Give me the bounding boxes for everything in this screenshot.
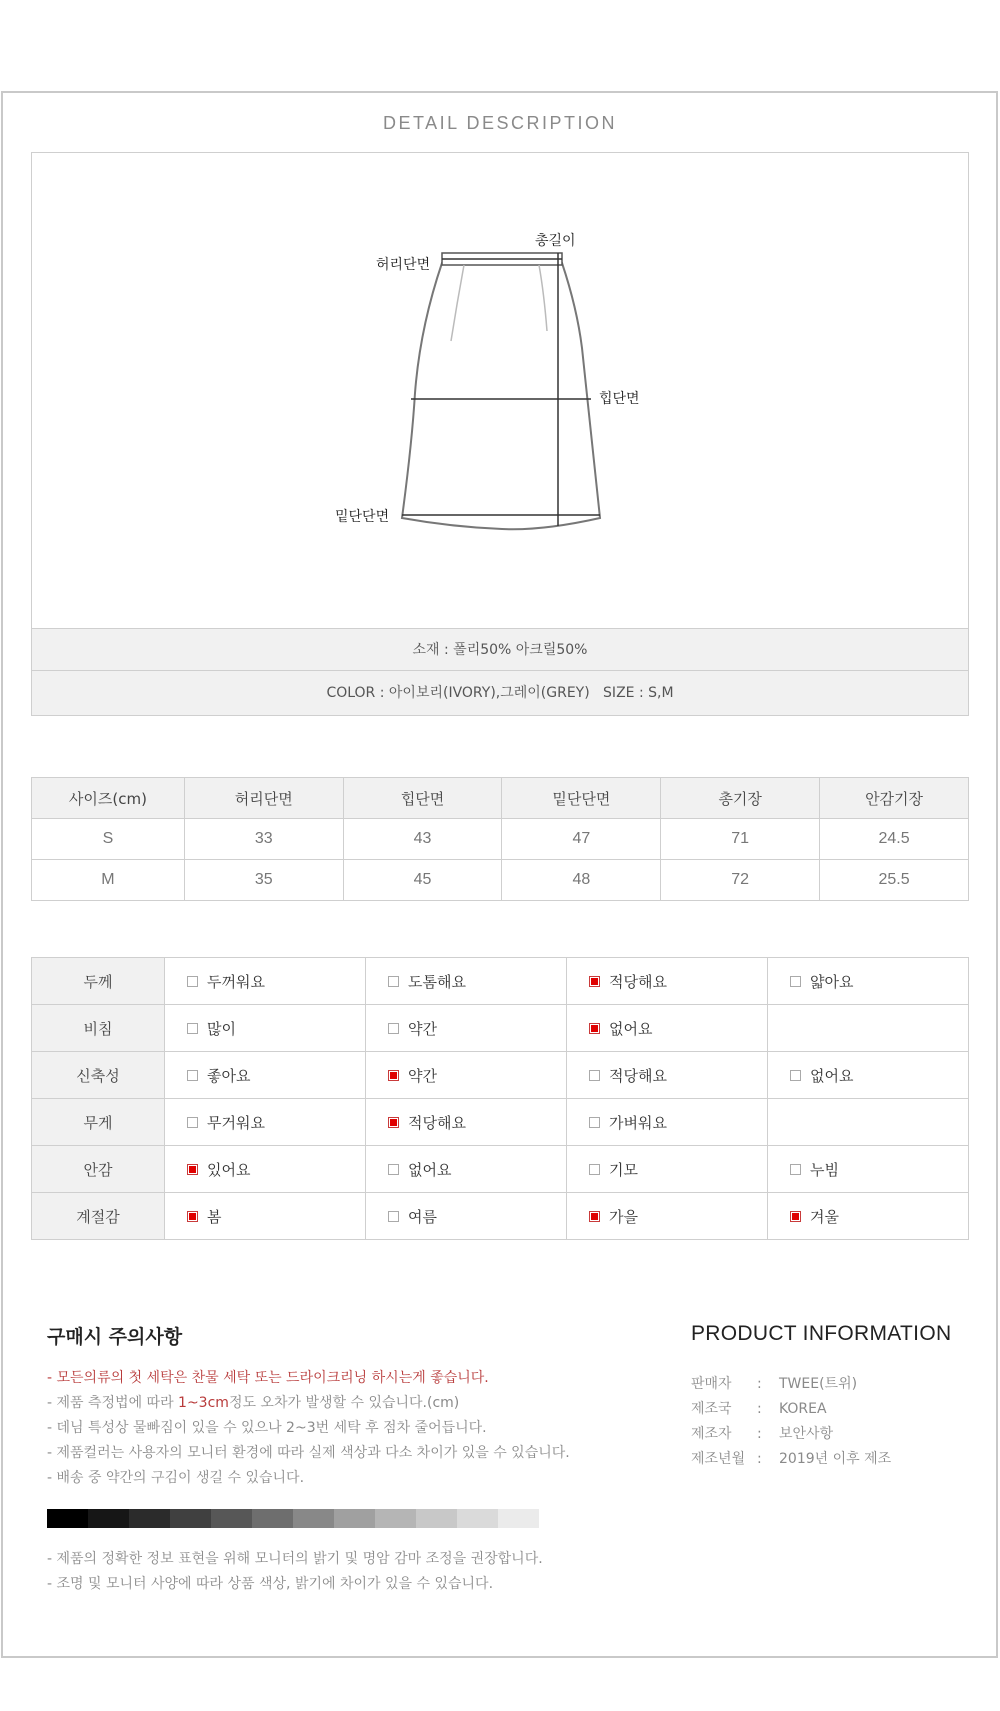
size-cell: 43 <box>343 819 502 860</box>
feel-option <box>165 1052 366 1099</box>
notice-highlight: 1~3cm <box>178 1395 229 1411</box>
size-cell: 24.5 <box>820 819 969 860</box>
feel-option <box>567 1193 768 1240</box>
product-info-row <box>691 1447 891 1472</box>
notice-line: - 제품의 정확한 정보 표현을 위해 모니터의 밝기 및 명암 감마 조정을 권장합니다. <box>47 1551 543 1567</box>
feel-option <box>567 1052 768 1099</box>
feel-option <box>768 1099 969 1146</box>
unchecked-checkbox-icon <box>388 1164 399 1175</box>
unchecked-checkbox-icon <box>589 1070 600 1081</box>
feel-option <box>366 1146 567 1193</box>
skirt-outline <box>402 263 600 529</box>
checked-checkbox-icon <box>589 976 600 987</box>
notice-line: - 데님 특성상 물빠짐이 있을 수 있으나 2~3번 세탁 후 점차 줄어듭니다. <box>47 1420 487 1436</box>
feel-option-label: 누빔 <box>810 1160 839 1179</box>
feel-option-label: 좋아요 <box>207 1066 251 1085</box>
unchecked-checkbox-icon <box>388 976 399 987</box>
feel-option <box>366 1005 567 1052</box>
feel-option-label: 적당해요 <box>609 1066 667 1085</box>
size-header-cell: 밑단단면 <box>502 778 661 819</box>
checked-checkbox-icon <box>388 1070 399 1081</box>
gray-swatch <box>334 1509 375 1528</box>
label-hem: 밑단단면 <box>335 509 390 525</box>
feel-option-label: 적당해요 <box>408 1113 466 1132</box>
size-table <box>31 777 969 901</box>
table-row <box>32 819 969 860</box>
product-info-key: 제조국 <box>691 1401 732 1417</box>
product-info-key: 제조자 <box>691 1426 732 1442</box>
gray-swatch <box>375 1509 416 1528</box>
checked-checkbox-icon <box>790 1211 801 1222</box>
gray-swatch <box>252 1509 293 1528</box>
size-header-cell: 안감기장 <box>820 778 969 819</box>
feel-option <box>366 1052 567 1099</box>
gray-swatch <box>457 1509 498 1528</box>
product-info-colon: : <box>757 1376 762 1392</box>
feel-option-label: 많이 <box>207 1019 236 1038</box>
product-info-row <box>691 1397 891 1422</box>
feel-option-label: 없어요 <box>408 1160 452 1179</box>
feel-option <box>567 1146 768 1193</box>
feel-option <box>165 1193 366 1240</box>
feel-option <box>165 1099 366 1146</box>
feel-row <box>32 1005 969 1052</box>
notice-text: - 제품 측정법에 따라 <box>47 1395 179 1411</box>
feel-option-label: 약간 <box>408 1066 437 1085</box>
size-header-cell: 힙단면 <box>343 778 502 819</box>
feel-row <box>32 1052 969 1099</box>
unchecked-checkbox-icon <box>790 1070 801 1081</box>
gray-swatch <box>88 1509 129 1528</box>
size-header-cell: 사이즈(cm) <box>32 778 185 819</box>
gray-swatch <box>129 1509 170 1528</box>
gray-swatch <box>416 1509 457 1528</box>
feel-option <box>567 1005 768 1052</box>
feel-option <box>366 958 567 1005</box>
size-cell: 35 <box>184 860 343 901</box>
size-cell: 72 <box>661 860 820 901</box>
gray-swatch <box>211 1509 252 1528</box>
feel-option-label: 약간 <box>408 1019 437 1038</box>
product-info-value: 2019년 이후 제조 <box>779 1451 892 1467</box>
feel-option-label: 가을 <box>609 1207 638 1226</box>
feel-option-label: 겨울 <box>810 1207 839 1226</box>
notice-list <box>47 1366 570 1491</box>
notice-line: - 모든의류의 첫 세탁은 찬물 세탁 또는 드라이크리닝 하시는게 좋습니다. <box>47 1370 489 1386</box>
notice-title: 구매시 주의사항 <box>47 1326 183 1348</box>
feel-option-label: 적당해요 <box>609 972 667 991</box>
feel-option-label: 여름 <box>408 1207 437 1226</box>
feel-row <box>32 958 969 1005</box>
feel-row-label: 무게 <box>32 1099 165 1146</box>
product-info-value: 보안사항 <box>779 1426 834 1442</box>
grayscale-swatches <box>47 1509 539 1528</box>
feel-option <box>165 958 366 1005</box>
unchecked-checkbox-icon <box>388 1211 399 1222</box>
feel-row <box>32 1146 969 1193</box>
product-info-colon: : <box>757 1426 762 1442</box>
feel-option-label: 가벼워요 <box>609 1113 667 1132</box>
checked-checkbox-icon <box>589 1211 600 1222</box>
feel-row-label: 비침 <box>32 1005 165 1052</box>
detail-diagram-box <box>31 152 969 716</box>
product-info-row <box>691 1372 891 1397</box>
size-table-header <box>32 778 969 819</box>
feel-option <box>567 1099 768 1146</box>
feel-option-label: 얇아요 <box>810 972 854 991</box>
feel-option <box>768 1005 969 1052</box>
unchecked-checkbox-icon <box>187 1023 198 1034</box>
size-cell: S <box>32 819 185 860</box>
size-header-cell: 총기장 <box>661 778 820 819</box>
feel-option <box>768 958 969 1005</box>
unchecked-checkbox-icon <box>187 976 198 987</box>
feel-option <box>366 1099 567 1146</box>
section-title: DETAIL DESCRIPTION <box>382 113 618 133</box>
notice-text: 정도 오차가 발생할 수 있습니다.(cm) <box>228 1395 460 1411</box>
unchecked-checkbox-icon <box>187 1117 198 1128</box>
feel-row-label: 신축성 <box>32 1052 165 1099</box>
notice-line: - 제품컬러는 사용자의 모니터 환경에 따라 실제 색상과 다소 차이가 있을 수 있습니다. <box>47 1445 570 1461</box>
size-cell: M <box>32 860 185 901</box>
fabric-feel-table <box>31 957 969 1240</box>
monitor-notice-list <box>47 1547 543 1597</box>
feel-option-label: 두꺼워요 <box>207 972 265 991</box>
feel-option <box>768 1193 969 1240</box>
feel-option-label: 무거워요 <box>207 1113 265 1132</box>
feel-row-label: 두께 <box>32 958 165 1005</box>
product-info-colon: : <box>757 1401 762 1417</box>
size-cell: 33 <box>184 819 343 860</box>
gray-swatch <box>293 1509 334 1528</box>
feel-option <box>567 958 768 1005</box>
notice-line: - 배송 중 약간의 구김이 생길 수 있습니다. <box>47 1470 305 1486</box>
unchecked-checkbox-icon <box>589 1164 600 1175</box>
checked-checkbox-icon <box>187 1211 198 1222</box>
feel-option-label: 없어요 <box>810 1066 854 1085</box>
feel-row <box>32 1099 969 1146</box>
product-info-key: 판매자 <box>691 1376 732 1392</box>
feel-option <box>366 1193 567 1240</box>
product-info-value: TWEE(트위) <box>779 1376 858 1392</box>
unchecked-checkbox-icon <box>790 976 801 987</box>
size-cell: 48 <box>502 860 661 901</box>
feel-option-label: 없어요 <box>609 1019 653 1038</box>
label-hip: 힙단면 <box>599 391 640 407</box>
size-cell: 47 <box>502 819 661 860</box>
feel-option <box>768 1146 969 1193</box>
skirt-diagram <box>32 153 968 628</box>
feel-row-label: 계절감 <box>32 1193 165 1240</box>
feel-option-label: 봄 <box>207 1207 222 1226</box>
unchecked-checkbox-icon <box>187 1070 198 1081</box>
color-size-row: COLOR : 아이보리(IVORY),그레이(GREY) SIZE : S,M <box>32 670 968 715</box>
product-info-key: 제조년월 <box>691 1451 746 1467</box>
product-info-row <box>691 1422 891 1447</box>
unchecked-checkbox-icon <box>388 1023 399 1034</box>
size-cell: 25.5 <box>820 860 969 901</box>
feel-row <box>32 1193 969 1240</box>
feel-option-label: 도톰해요 <box>408 972 466 991</box>
skirt-illustration <box>32 153 968 628</box>
size-cell: 45 <box>343 860 502 901</box>
product-info-list <box>691 1372 891 1472</box>
gray-swatch <box>498 1509 539 1528</box>
unchecked-checkbox-icon <box>790 1164 801 1175</box>
checked-checkbox-icon <box>589 1023 600 1034</box>
product-info-title: PRODUCT INFORMATION <box>691 1322 952 1345</box>
checked-checkbox-icon <box>187 1164 198 1175</box>
unchecked-checkbox-icon <box>589 1117 600 1128</box>
table-row <box>32 860 969 901</box>
material-row: 소재 : 폴리50% 아크릴50% <box>32 628 968 670</box>
label-total-length: 총길이 <box>535 233 576 249</box>
product-info-value: KOREA <box>779 1401 827 1417</box>
product-info-colon: : <box>757 1451 762 1467</box>
gray-swatch <box>170 1509 211 1528</box>
size-cell: 71 <box>661 819 820 860</box>
checked-checkbox-icon <box>388 1117 399 1128</box>
notice-line: - 조명 및 모니터 사양에 따라 상품 색상, 밝기에 차이가 있을 수 있습니다. <box>47 1576 494 1592</box>
feel-row-label: 안감 <box>32 1146 165 1193</box>
feel-option <box>165 1146 366 1193</box>
label-waist: 허리단면 <box>376 257 431 273</box>
notice-line <box>47 1391 570 1416</box>
feel-option <box>165 1005 366 1052</box>
size-header-cell: 허리단면 <box>184 778 343 819</box>
feel-option-label: 있어요 <box>207 1160 251 1179</box>
feel-option-label: 기모 <box>609 1160 638 1179</box>
feel-option <box>768 1052 969 1099</box>
gray-swatch <box>47 1509 88 1528</box>
